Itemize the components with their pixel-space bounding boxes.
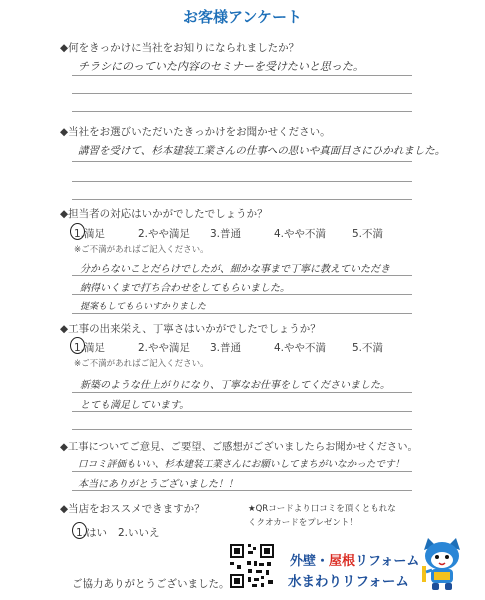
answer-line [72,429,412,430]
option-q4-5[interactable]: 5.不満 [352,342,384,354]
option-q3-4[interactable]: 4.やや不満 [274,228,327,240]
selected-circle-q6 [72,522,87,539]
question-3: ◆担当者の対応はいかがでしたでしょうか？ [60,208,268,220]
answer-line [72,75,412,76]
answer-line [72,275,412,276]
brand-line-1a: 外壁・ [290,554,330,569]
answer-line [72,313,412,314]
brand-line-1 [290,550,419,569]
answer-3-line-2: 納得いくまで打ち合わせをしてもらいました。 [80,283,290,294]
footer-thanks: ご協力ありがとうございました。 [72,578,230,590]
brand-line-2: 水まわりリフォーム [288,574,409,590]
answer-line [72,181,412,182]
answer-3-line-1: 分からないことだらけでしたが、細かな事まで丁寧に教えていただき [80,264,390,275]
answer-line [72,161,412,162]
answer-line [72,411,412,412]
answer-2: 講習を受けて、杉本建装工業さんの仕事への思いや真面目さにひかれました。 [78,145,446,157]
answer-line [72,294,412,295]
mascot-icon [418,536,466,592]
answer-line [72,392,412,393]
option-q3-3[interactable]: 3.普通 [210,228,242,240]
option-q3-1[interactable]: 1.満足 [74,228,106,240]
question-5: ◆工事についてご意見、ご要望、ご感想がございましたらお聞かせください。 [60,441,418,453]
option-q3-2[interactable]: 2.やや満足 [138,228,191,240]
option-q6-1[interactable]: 1.はい [76,527,108,539]
note-q3: ※ご不満があればご記入ください。 [74,245,209,255]
selected-circle-q4 [70,337,85,354]
qr-code-icon[interactable] [228,542,276,590]
question-1: ◆何をきっかけに当社をお知りになられましたか？ [60,42,300,54]
answer-4-line-1: 新築のような仕上がりになり、丁寧なお仕事をしてくださいました。 [80,380,390,391]
option-q4-2[interactable]: 2.やや満足 [138,342,191,354]
note-q4: ※ご不満があればご記入ください。 [74,359,209,369]
option-q4-3[interactable]: 3.普通 [210,342,242,354]
answer-line [72,471,412,472]
answer-1: チラシにのっていた内容のセミナーを受けたいと思った。 [78,60,364,73]
option-q4-1[interactable]: 1.満足 [74,342,106,354]
answer-4-line-2: とても満足しています。 [80,400,190,411]
answer-line [72,111,412,112]
brand-line-1c: リフォーム [355,554,420,569]
brand-line-1b: 屋根 [329,554,356,569]
answer-line [72,93,412,94]
answer-5-line-1: 口コミ評価もいい、杉本建装工業さんにお願いしてまちがいなかったです！ [78,459,405,470]
answer-line [72,199,412,200]
answer-3-line-3: 提案もしてもらいすかりました [80,302,207,312]
question-4: ◆工事の出来栄え、丁寧さはいかがでしたでしょうか？ [60,323,321,335]
option-q6-2[interactable]: 2.いいえ [118,527,160,539]
option-q4-4[interactable]: 4.やや不満 [274,342,327,354]
answer-5-line-2: 本当にありがとうございました！！ [78,479,238,490]
question-6: ◆当店をおススメできますか？ [60,503,205,515]
selected-circle-q3 [70,223,85,240]
answer-line [72,490,412,491]
promo-note: ★QRコードより口コミを頂くともれなくクオカードをプレゼント！ [248,504,396,528]
option-q3-5[interactable]: 5.不満 [352,228,384,240]
question-2: ◆当社をお選びいただいたきっかけをお聞かせください。 [60,126,331,138]
survey-title: お客様アンケート [182,8,303,26]
